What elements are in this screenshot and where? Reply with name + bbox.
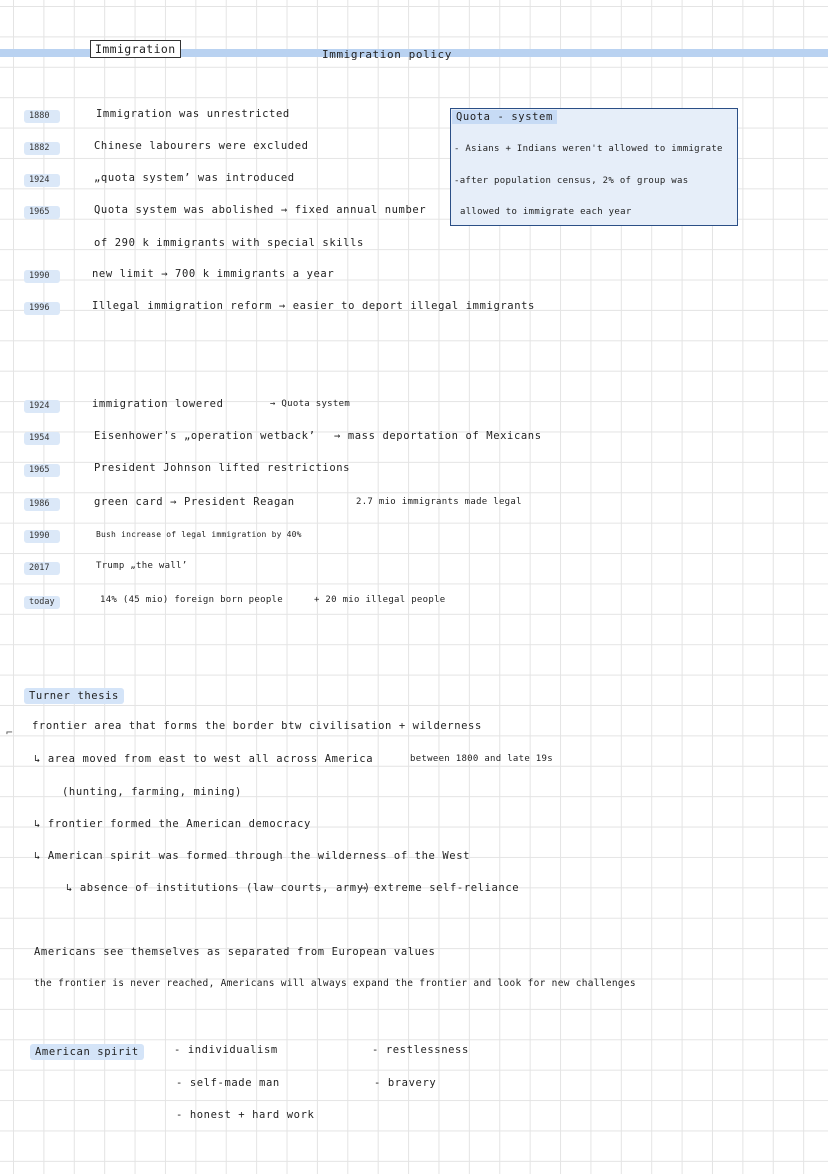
year-label: 1924	[24, 174, 60, 187]
timeline-text: Quota system was abolished → fixed annual number	[94, 204, 427, 216]
year-label: 1965	[24, 464, 60, 477]
timeline-note: 2.7 mio immigrants made legal	[356, 497, 522, 507]
spirit-trait: - individualism	[174, 1044, 278, 1056]
timeline-text: immigration lowered	[92, 398, 224, 410]
year-label: 1880	[24, 110, 60, 123]
spirit-trait: - honest + hard work	[176, 1109, 315, 1121]
spirit-trait: - restlessness	[372, 1044, 469, 1056]
turner-spirit: ↳ American spirit was formed through the wilderness of the West	[34, 850, 471, 862]
timeline-note: → mass deportation of Mexicans	[334, 430, 542, 442]
quota-line: allowed to immigrate each year	[460, 207, 632, 217]
turner-separated: Americans see themselves as separated from European values	[34, 946, 436, 958]
timeline-text: green card → President Reagan	[94, 496, 295, 508]
page-subtitle: Immigration policy	[322, 48, 453, 61]
year-label: today	[24, 596, 60, 609]
turner-absence: ↳ absence of institutions (law courts, army)	[66, 882, 371, 894]
timeline-text: President Johnson lifted restrictions	[94, 462, 351, 474]
year-label: 1924	[24, 400, 60, 413]
timeline-text: Chinese labourers were excluded	[94, 140, 309, 152]
timeline-note: → Quota system	[270, 399, 351, 409]
year-label: 1996	[24, 302, 60, 315]
quota-system-title: Quota - system	[452, 110, 557, 124]
quota-line: -after population census, 2% of group was	[454, 176, 689, 186]
year-label: 1882	[24, 142, 60, 155]
timeline-text: Eisenhower's „operation wetback’	[94, 430, 316, 442]
quota-line: - Asians + Indians weren't allowed to immigrate	[454, 144, 723, 154]
year-label: 1990	[24, 530, 60, 543]
year-label: 1954	[24, 432, 60, 445]
timeline-text: new limit → 700 k immigrants a year	[92, 268, 335, 280]
margin-mark: ⌐	[6, 726, 13, 739]
timeline-note: + 20 mio illegal people	[314, 595, 446, 605]
timeline-text: „quota system’ was introduced	[94, 172, 295, 184]
year-label: 1990	[24, 270, 60, 283]
year-label: 1986	[24, 498, 60, 511]
turner-moved: ↳ area moved from east to west all across America	[34, 753, 374, 765]
spirit-trait: - self-made man	[176, 1077, 280, 1089]
timeline-text: Illegal immigration reform → easier to deport illegal immigrants	[92, 300, 535, 312]
turner-activities: (hunting, farming, mining)	[62, 786, 242, 798]
turner-thesis-tag: Turner thesis	[24, 688, 124, 704]
turner-definition: frontier area that forms the border btw civilisation + wilderness	[32, 720, 482, 732]
timeline-text: Bush increase of legal immigration by 40%	[96, 530, 302, 539]
year-label: 2017	[24, 562, 60, 575]
american-spirit-tag: American spirit	[30, 1044, 144, 1060]
year-label: 1965	[24, 206, 60, 219]
timeline-text: Trump „the wall’	[96, 561, 188, 571]
turner-reliance: → extreme self-reliance	[360, 882, 520, 894]
timeline-text: Immigration was unrestricted	[96, 108, 290, 120]
turner-never-reached: the frontier is never reached, Americans will always expand the frontier and look for new challenges	[34, 978, 636, 989]
timeline-text: of 290 k immigrants with special skills	[94, 237, 364, 249]
spirit-trait: - bravery	[374, 1077, 437, 1089]
turner-moved-when: between 1800 and late 19s	[410, 754, 553, 764]
page-title: Immigration	[90, 40, 181, 58]
turner-democracy: ↳ frontier formed the American democracy	[34, 818, 311, 830]
timeline-text: 14% (45 mio) foreign born people	[100, 595, 283, 605]
